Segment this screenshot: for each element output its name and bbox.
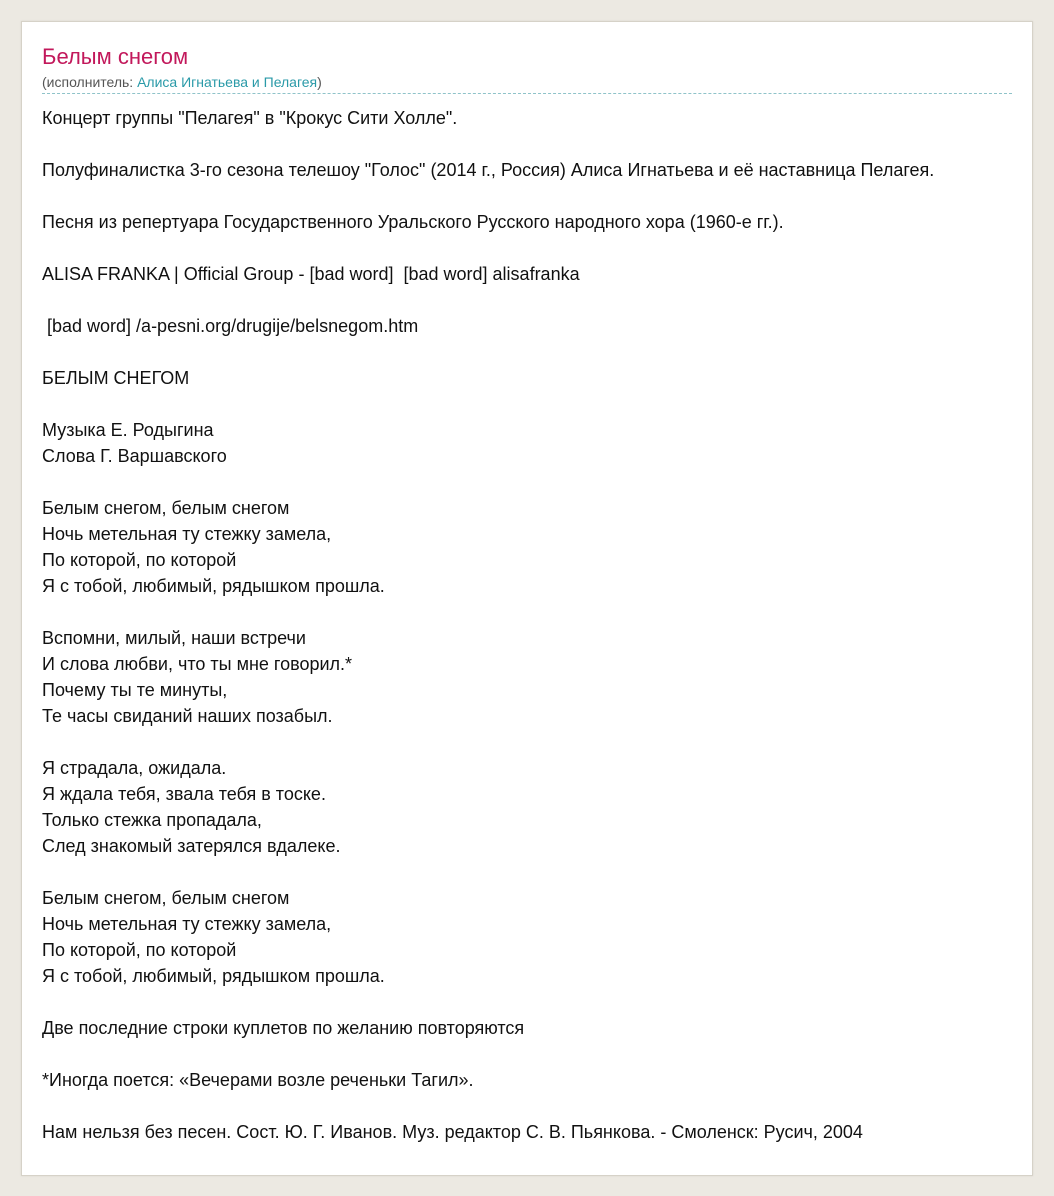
artist-prefix: (исполнитель: xyxy=(42,74,138,90)
text-line: След знакомый затерялся вдалеке. xyxy=(42,836,341,856)
text-line: Вспомни, милый, наши встречи xyxy=(42,628,306,648)
text-line: По которой, по которой xyxy=(42,550,237,570)
text-line: Я страдала, ожидала. xyxy=(42,758,227,778)
text-line: Две последние строки куплетов по желанию повторяются xyxy=(42,1018,525,1038)
text-paragraph xyxy=(42,1015,1033,1041)
text-paragraph xyxy=(42,1067,1033,1093)
text-paragraph xyxy=(42,209,1033,235)
artist-link[interactable]: Алиса Игнатьева и Пелагея xyxy=(137,74,318,90)
text-line: Ночь метельная ту стежку замела, xyxy=(42,524,332,544)
text-paragraph xyxy=(42,157,1033,183)
text-line: Только стежка пропадала, xyxy=(42,810,262,830)
text-line: По которой, по которой xyxy=(42,940,237,960)
song-title: Белым снегом xyxy=(42,44,189,69)
text-paragraph xyxy=(42,625,1033,729)
text-paragraph xyxy=(42,755,1033,859)
text-line: Полуфиналистка 3-го сезона телешоу "Голос" (2014 г., Россия) Алиса Игнатьева и её наставница Пелагея. xyxy=(42,160,935,180)
text-paragraph xyxy=(42,885,1033,989)
text-line: Белым снегом, белым снегом xyxy=(42,888,290,908)
text-line: Те часы свиданий наших позабыл. xyxy=(42,706,333,726)
text-line: ALISA FRANKA | Official Group - [bad word] [bad word] alisafranka xyxy=(42,264,580,284)
text-paragraph xyxy=(42,313,1033,339)
text-paragraph xyxy=(42,1119,1033,1145)
text-line: Концерт группы "Пелагея" в "Крокус Сити Холле". xyxy=(42,108,458,128)
text-paragraph xyxy=(42,365,1033,391)
text-line: Я с тобой, любимый, рядышком прошла. xyxy=(42,576,385,596)
text-paragraph xyxy=(42,261,1033,287)
text-line: БЕЛЫМ СНЕГОМ xyxy=(42,368,190,388)
text-line: Ночь метельная ту стежку замела, xyxy=(42,914,332,934)
text-line: Я ждала тебя, звала тебя в тоске. xyxy=(42,784,326,804)
text-line: Я с тобой, любимый, рядышком прошла. xyxy=(42,966,385,986)
text-line: И слова любви, что ты мне говорил.* xyxy=(42,654,353,674)
text-line: *Иногда поется: «Вечерами возле реченьки Тагил». xyxy=(42,1070,474,1090)
artist-suffix: ) xyxy=(317,74,322,90)
text-line: Почему ты те минуты, xyxy=(42,680,228,700)
text-paragraph xyxy=(42,105,1033,131)
text-line: Нам нельзя без песен. Сост. Ю. Г. Иванов. Муз. редактор С. В. Пьянкова. - Смоленск: Русич, 2004 xyxy=(42,1122,863,1142)
text-line: Белым снегом, белым снегом xyxy=(42,498,290,518)
text-paragraph xyxy=(42,495,1033,599)
song-card xyxy=(21,21,1033,1176)
text-line: [bad word] /a-pesni.org/drugije/belsnegom.htm xyxy=(42,316,419,336)
text-paragraph xyxy=(42,417,1033,469)
artist-line xyxy=(42,73,1012,94)
text-line: Песня из репертуара Государственного Уральского Русского народного хора (1960-е гг.). xyxy=(42,212,784,232)
text-line: Слова Г. Варшавского xyxy=(42,446,227,466)
text-line: Музыка Е. Родыгина xyxy=(42,420,214,440)
lyrics-body xyxy=(42,105,1033,1145)
